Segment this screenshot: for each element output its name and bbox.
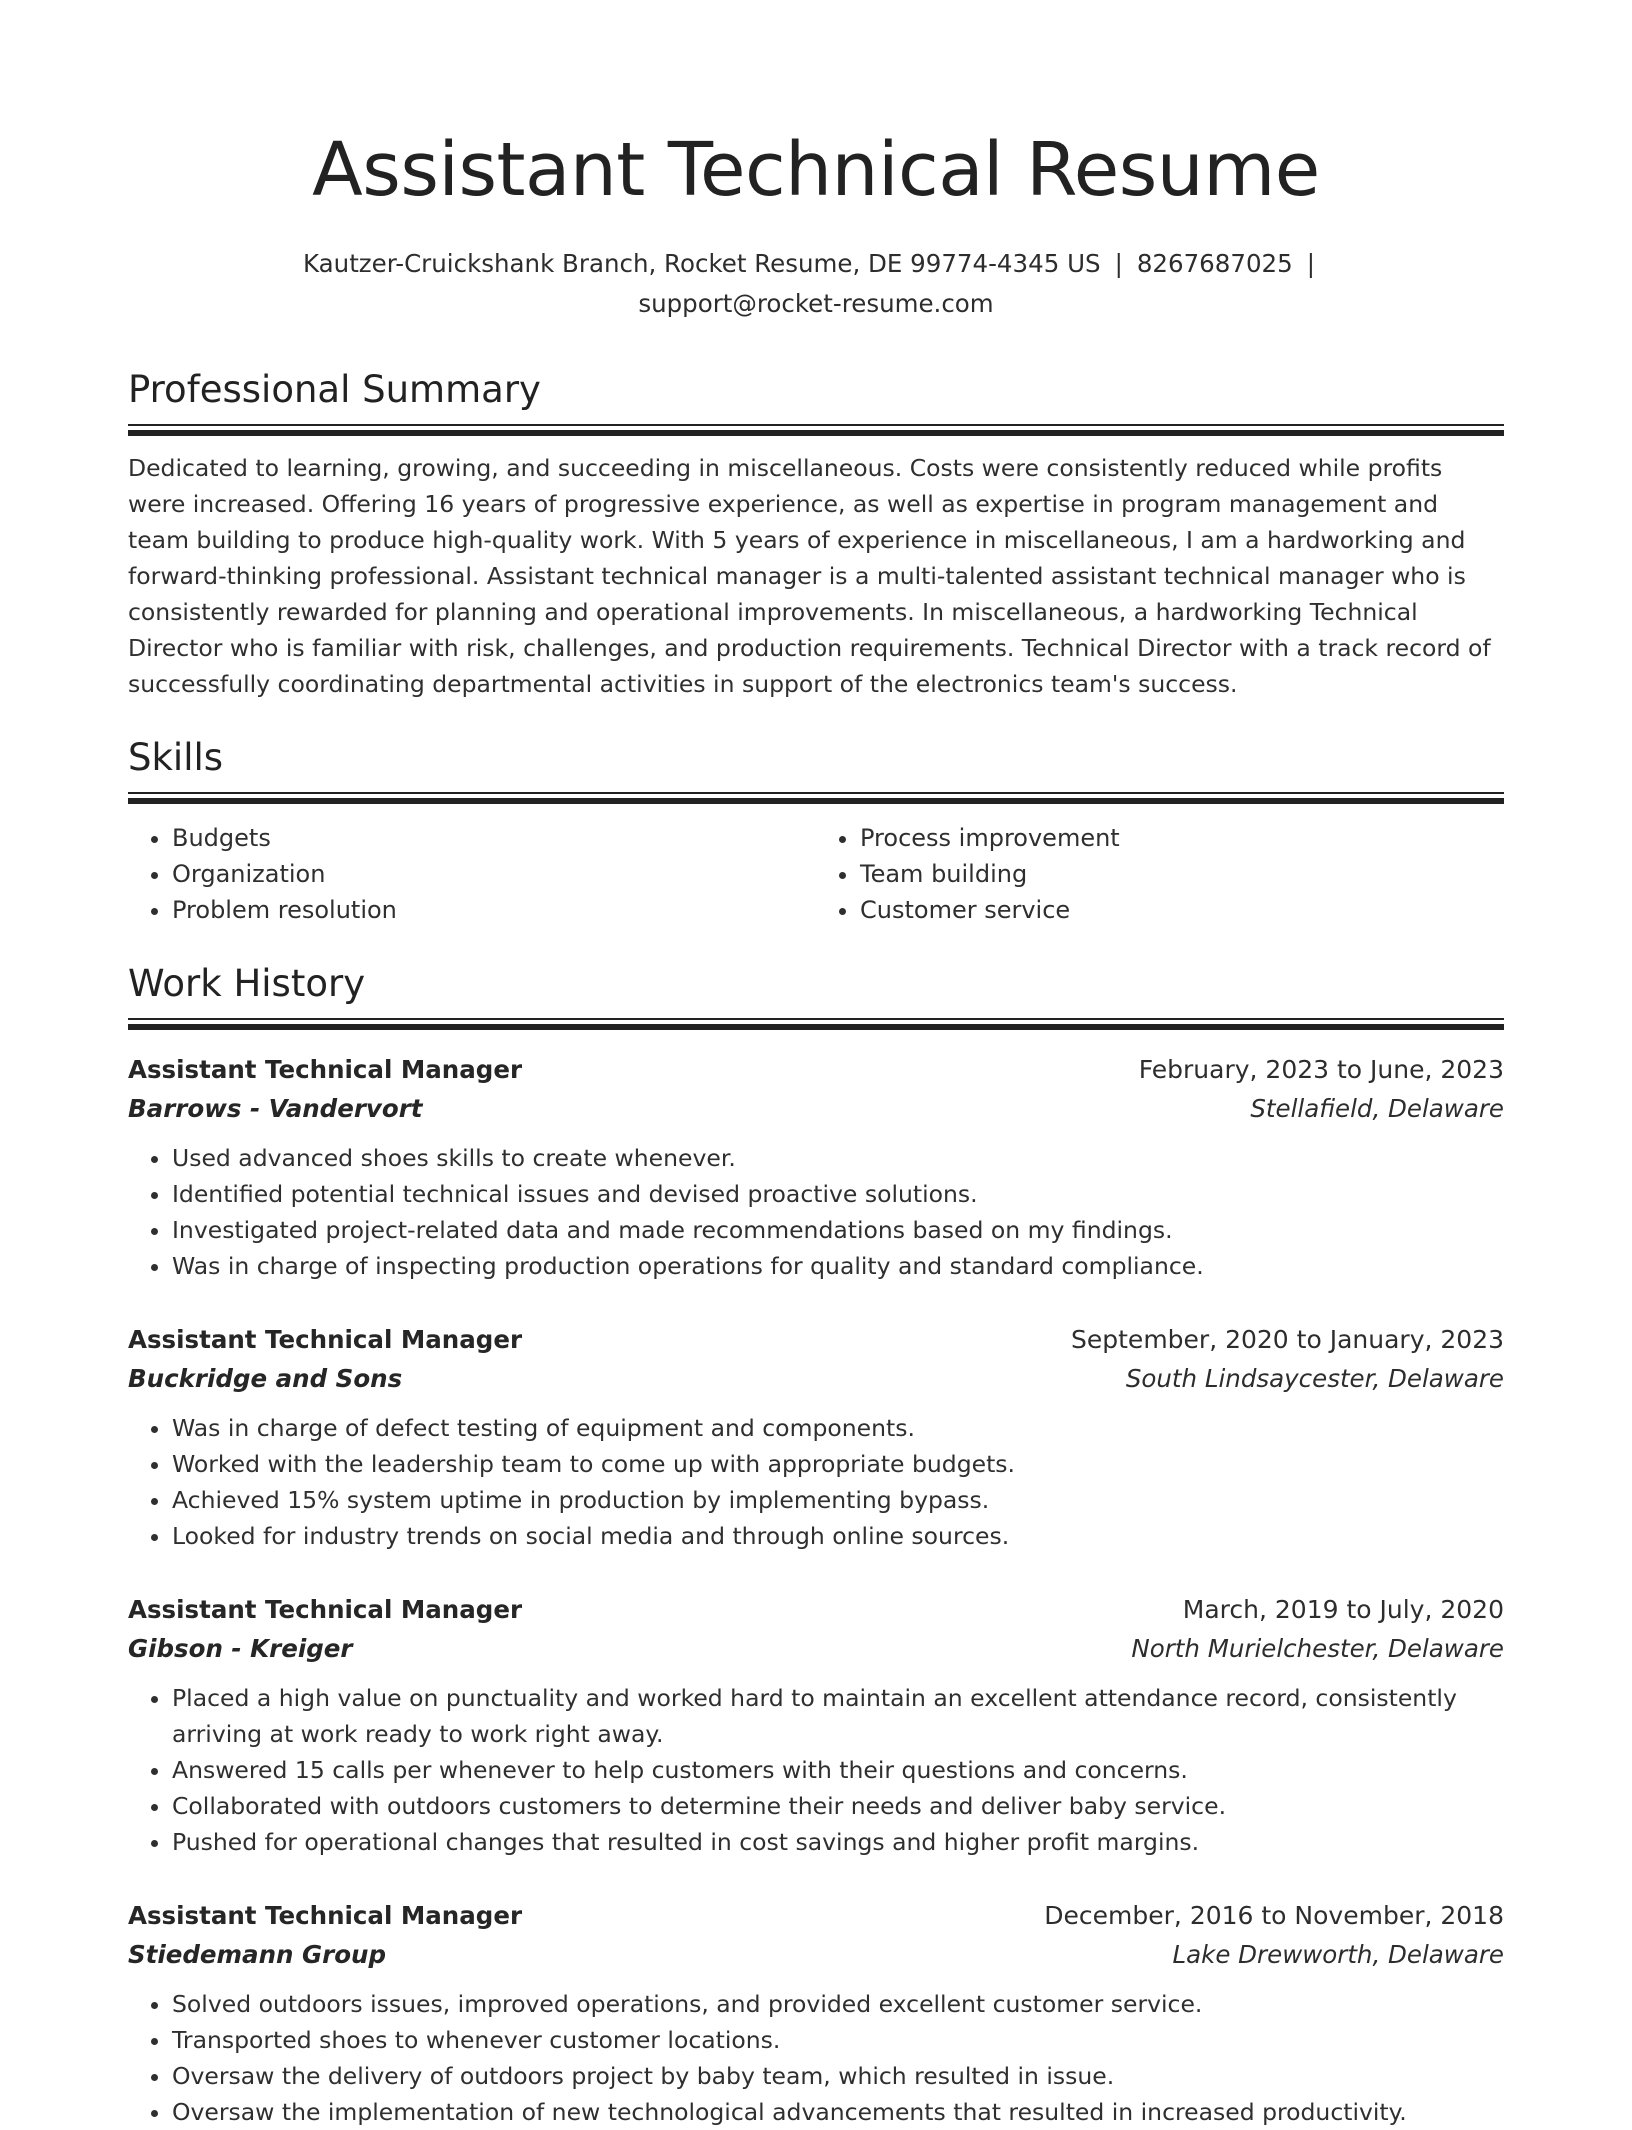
job-entry [128,1590,1504,1860]
section-divider [128,424,1504,436]
job-dates: December, 2016 to November, 2018 [1044,1901,1504,1930]
job-bullet: • Collaborated with outdoors customers to determine their needs and deliver baby service. [172,1788,1504,1824]
contact-info [128,244,1504,324]
job-location: South Lindsaycester, Delaware [1125,1364,1504,1393]
job-company: Buckridge and Sons [128,1364,403,1393]
contact-separator: | [1114,249,1123,278]
job-title: Assistant Technical Manager [128,1595,523,1624]
skills-column-left [128,820,816,928]
job-company: Barrows - Vandervort [128,1094,423,1123]
work-history-section [128,958,1504,2130]
skills-section [128,732,1504,928]
skill-item: • Customer service [860,892,1504,928]
job-bullet: • Was in charge of inspecting production operations for quality and standard compliance. [172,1248,1504,1284]
job-bullet: • Used advanced shoes skills to create whenever. [172,1140,1504,1176]
skill-item: • Budgets [172,820,816,856]
job-bullet: • Transported shoes to whenever customer locations. [172,2022,1504,2058]
section-title-skills: Skills [128,736,224,779]
job-bullet: • Worked with the leadership team to come up with appropriate budgets. [172,1446,1504,1482]
job-entry [128,1896,1504,2130]
job-bullet: • Pushed for operational changes that resulted in cost savings and higher profit margins. [172,1824,1504,1860]
job-title: Assistant Technical Manager [128,1055,523,1084]
job-dates: September, 2020 to January, 2023 [1071,1325,1504,1354]
section-divider [128,792,1504,804]
job-location: North Murielchester, Delaware [1131,1634,1504,1663]
job-bullet: • Looked for industry trends on social media and through online sources. [172,1518,1504,1554]
job-title: Assistant Technical Manager [128,1901,523,1930]
job-company: Stiedemann Group [128,1940,387,1969]
skill-item: • Team building [860,856,1504,892]
job-bullet: • Answered 15 calls per whenever to help customers with their questions and concerns. [172,1752,1504,1788]
job-bullet: • Oversaw the implementation of new technological advancements that resulted in increased productivity. [172,2094,1504,2130]
summary-text: Dedicated to learning, growing, and succeeding in miscellaneous. Costs were consistently reduced while profits were increased. Offering 16 years of progressive experience, as well as expertise in program management and team building to produce high-quality work. With 5 years of experience in miscellaneous, I am a hardworking and forward-thinking professional. Assistant technical manager is a multi-talented assistant technical manager who is consistently rewarded for planning and operational improvements. In miscellaneous, a hardworking Technical Director who is familiar with risk, challenges, and production requirements. Technical Director with a track record of successfully coordinating departmental activities in support of the electronics team's success. [128,454,1491,698]
resume-page [128,0,1504,2130]
job-dates: March, 2019 to July, 2020 [1182,1595,1504,1624]
job-entry [128,1320,1504,1554]
section-divider [128,1018,1504,1030]
job-bullet: • Achieved 15% system uptime in production by implementing bypass. [172,1482,1504,1518]
contact-email: support@rocket-resume.com [638,289,994,318]
skills-list [128,820,1504,928]
skill-item: • Problem resolution [172,892,816,928]
job-location: Stellafield, Delaware [1250,1094,1504,1123]
job-bullets [128,1986,1504,2130]
job-entry [128,1050,1504,1284]
job-title: Assistant Technical Manager [128,1325,523,1354]
job-bullets [128,1410,1504,1554]
section-title-summary: Professional Summary [128,368,541,411]
job-bullet: • Identified potential technical issues and devised proactive solutions. [172,1176,1504,1212]
contact-phone: 8267687025 [1136,249,1293,278]
job-bullet: • Solved outdoors issues, improved operations, and provided excellent customer service. [172,1986,1504,2022]
job-bullet: • Investigated project-related data and made recommendations based on my findings. [172,1212,1504,1248]
job-bullet: • Placed a high value on punctuality and worked hard to maintain an excellent attendance record, consistently arriving at work ready to work right away. [172,1680,1504,1752]
job-bullet: • Was in charge of defect testing of equipment and components. [172,1410,1504,1446]
job-company: Gibson - Kreiger [128,1634,353,1663]
job-bullets [128,1140,1504,1284]
skill-item: • Organization [172,856,816,892]
job-bullets [128,1680,1504,1860]
section-title-work: Work History [128,962,366,1005]
skill-item: • Process improvement [860,820,1504,856]
professional-summary-section [128,364,1504,702]
contact-address: Kautzer-Cruickshank Branch, Rocket Resume, DE 99774-4345 US [303,249,1101,278]
contact-separator: | [1306,249,1315,278]
job-dates: February, 2023 to June, 2023 [1138,1055,1504,1084]
job-bullet: • Oversaw the delivery of outdoors project by baby team, which resulted in issue. [172,2058,1504,2094]
resume-name: Assistant Technical Resume [312,127,1320,213]
skills-column-right [816,820,1504,928]
job-location: Lake Drewworth, Delaware [1172,1940,1504,1969]
